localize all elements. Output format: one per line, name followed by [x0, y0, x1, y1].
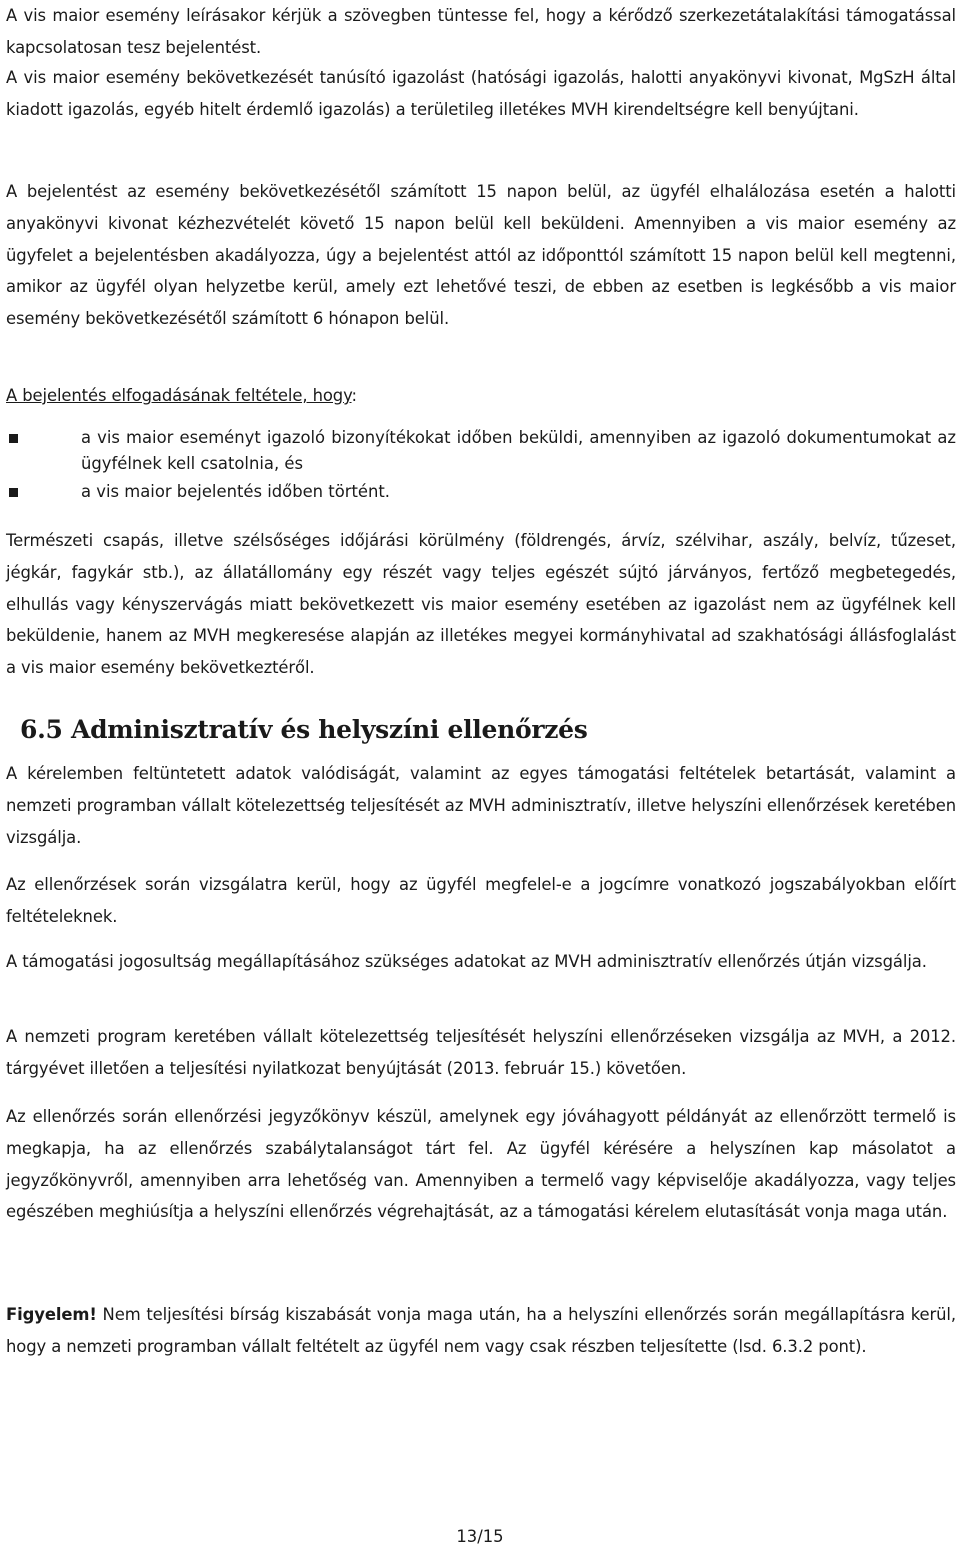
warning-label: Figyelem! — [6, 1305, 97, 1324]
warning-text: Nem teljesítési bírság kiszabását vonja maga után, ha a helyszíni ellenőrzés során megállapításra kerül, hogy a nemzeti programban vállalt feltételt az ügyfél nem vagy csak részben teljesítette (lsd. 6.3.2 pont). — [6, 1305, 956, 1356]
acceptance-condition-underlined: A bejelentés elfogadásának feltétele, hogy — [6, 386, 352, 405]
paragraph-inspection-report: Az ellenőrzés során ellenőrzési jegyzőkönyv készül, amelynek egy jóváhagyott példányát az ellenőrzött termelő is megkapja, ha az ellenőrzés szabálytalanságot tárt fel. Az ügyfél kérésére a helyszínen kap másolatot a jegyzőkönyvről, amennyiben arra lehetőség van. Amennyiben a termelő vagy képviselője akadályozza, vagy teljes egészében meghiúsítja a helyszíni ellenőrzés végrehajtását, az a támogatási kérelem elutasítását vonja maga után. — [6, 1107, 956, 1222]
acceptance-condition-colon: : — [351, 386, 357, 405]
condition-list — [6, 425, 956, 505]
paragraph-onsite-check: A nemzeti program keretében vállalt kötelezettség teljesítését helyszíni ellenőrzéseken vizsgálja az MVH, a 2012. tárgyévet illetően a teljesítési nyilatkozat benyújtását (2013. február 15.) követően. — [6, 1027, 956, 1078]
list-item-text: a vis maior eseményt igazoló bizonyítékokat időben beküldi, amennyiben az igazoló dokumentumokat az ügyfélnek kell csatolnia, és — [81, 428, 956, 473]
square-bullet-icon — [9, 434, 18, 443]
paragraph-inspection-criteria: Az ellenőrzések során vizsgálatra kerül, hogy az ügyfél megfelel-e a jogcímre vonatkozó jogszabályokban előírt feltételeknek. — [6, 875, 956, 926]
paragraph-inspection-intro: A kérelemben feltüntetett adatok valódiságát, valamint az egyes támogatási feltételek betartását, valamint a nemzeti programban vállalt kötelezettség teljesítését az MVH adminisztratív, illetve helyszíni ellenőrzések keretében vizsgálja. — [6, 764, 956, 847]
list-item — [6, 425, 956, 477]
paragraph-vis-maior-description: A vis maior esemény leírásakor kérjük a szövegben tüntesse fel, hogy a kérődző szerkezetátalakítási támogatással kapcsolatosan tesz bejelentést. — [6, 6, 956, 57]
paragraph-deadline: A bejelentést az esemény bekövetkezésétől számított 15 napon belül, az ügyfél elhalálozása esetén a halotti anyakönyvi kivonat kézhezvételét követő 15 napon belül kell beküldeni. Amennyiben a vis maior esemény az ügyfelet a bejelentésben akadályozza, úgy a bejelentést attól az időponttól számított 15 napon belül kell megtenni, amikor az ügyfél olyan helyzetbe kerül, amely ezt lehetővé teszi, de ebben az esetben is legkésőbb a vis maior esemény bekövetkezésétől számított 6 hónapon belül. — [6, 182, 956, 329]
list-item-text: a vis maior bejelentés időben történt. — [81, 482, 391, 501]
paragraph-admin-check: A támogatási jogosultság megállapításához szükséges adatokat az MVH adminisztratív ellenőrzés útján vizsgálja. — [6, 952, 927, 971]
paragraph-acceptance-condition — [6, 380, 357, 412]
paragraph-warning — [6, 1299, 956, 1363]
paragraph-certificate-submission: A vis maior esemény bekövetkezését tanúsító igazolást (hatósági igazolás, halotti anyakönyvi kivonat, MgSzH által kiadott igazolás, egyéb hitelt érdemlő igazolás) a területileg illetékes MVH kirendeltségre kell benyújtani. — [6, 68, 956, 119]
paragraph-natural-disaster: Természeti csapás, illetve szélsőséges időjárási körülmény (földrengés, árvíz, szélvihar, aszály, belvíz, tűzeset, jégkár, fagykár stb.), az állatállomány egy részét vagy teljes egészét sújtó járványos, fertőző megbetegedés, elhullás vagy kényszervágás miatt bekövetkezett vis maior esemény esetében az igazolást nem az ügyfélnek kell beküldenie, hanem az MVH megkeresése alapján az illetékes megyei kormányhivatal ad szakhatósági állásfoglalást a vis maior esemény bekövetkeztéről. — [6, 531, 956, 678]
page-number: 13/15 — [456, 1527, 504, 1546]
section-heading: 6.5 Adminisztratív és helyszíni ellenőrzés — [20, 715, 588, 744]
list-item — [6, 479, 956, 505]
square-bullet-icon — [9, 488, 18, 497]
